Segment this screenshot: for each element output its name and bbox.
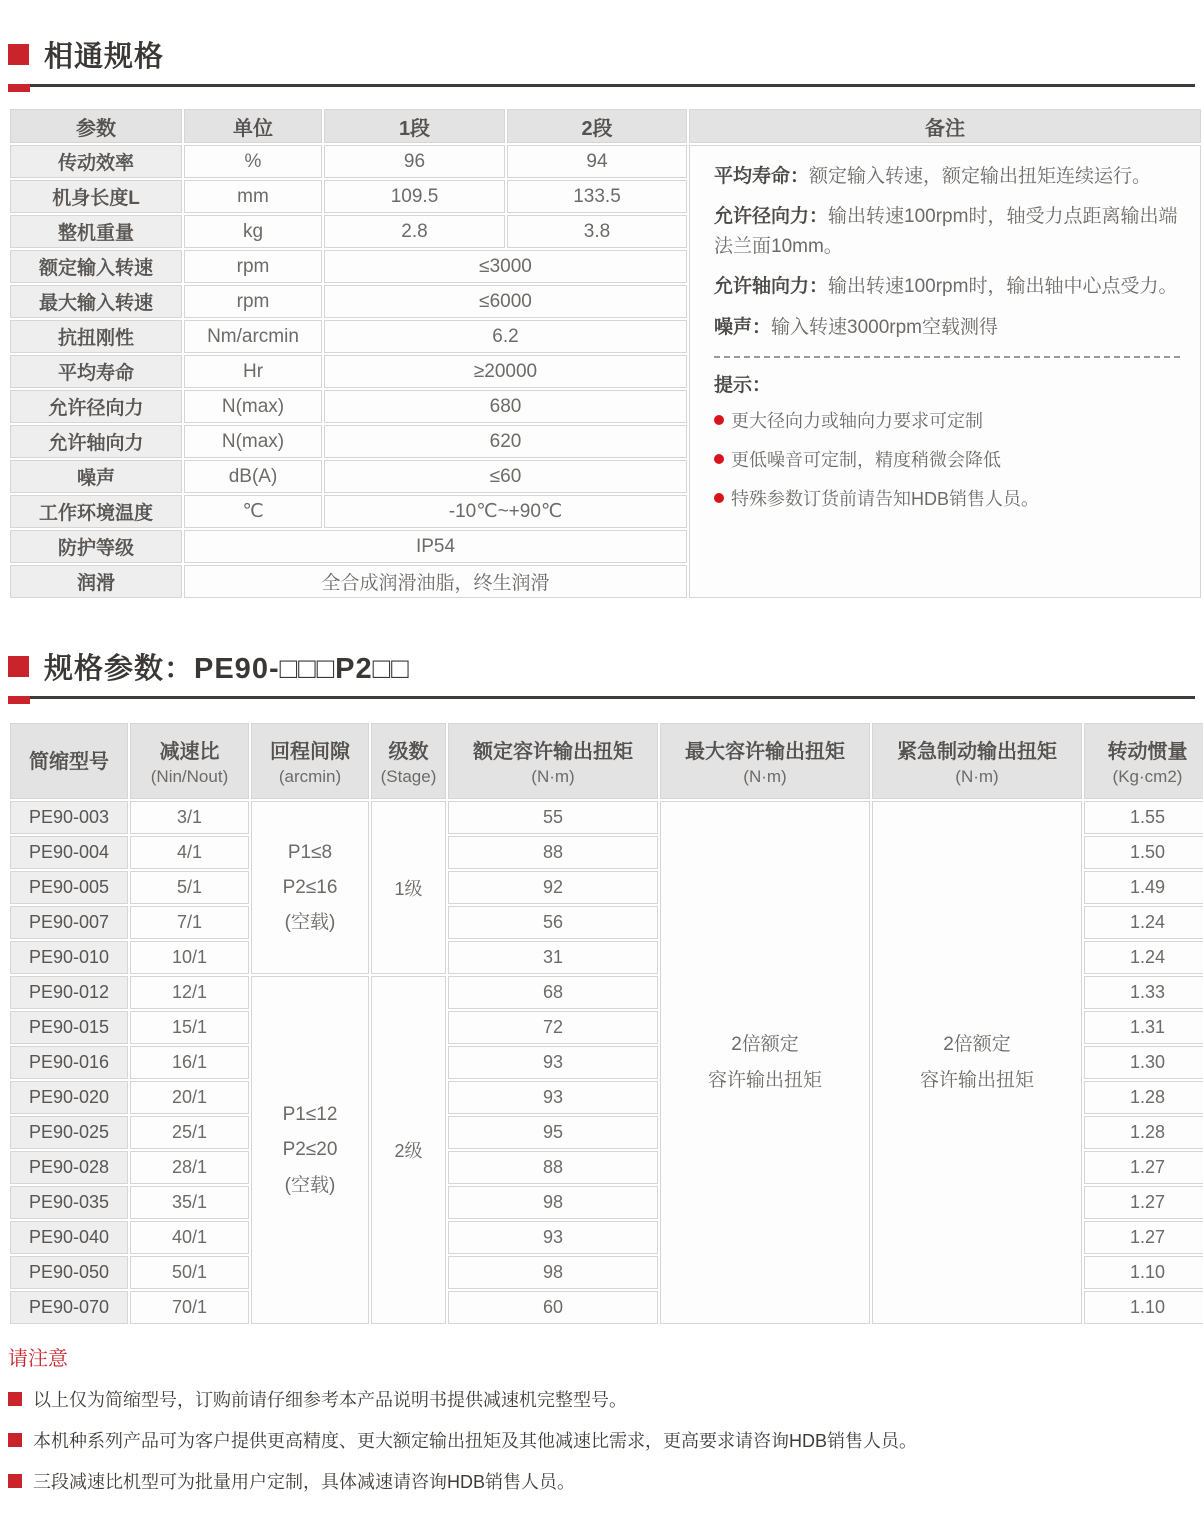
- col-header-inertia: 转动惯量 (Kg·cm2): [1084, 723, 1203, 799]
- param-cell: 防护等级: [10, 530, 182, 563]
- ratio-cell: 5/1: [130, 871, 249, 904]
- torque-cell: 98: [448, 1256, 658, 1289]
- param-cell: 整机重量: [10, 215, 182, 248]
- model-cell: PE90-005: [10, 871, 128, 904]
- brake-torque-cell: 2倍额定 容许输出扭矩: [872, 801, 1082, 1324]
- footer-notes: [8, 1342, 1195, 1494]
- inertia-cell: 1.31: [1084, 1011, 1203, 1044]
- value-cell-stage1: 109.5: [324, 180, 505, 213]
- stage-cell-group2: 2级: [371, 976, 446, 1324]
- value-cell-stage2: 3.8: [507, 215, 687, 248]
- inertia-cell: 1.24: [1084, 906, 1203, 939]
- value-cell: ≤6000: [324, 285, 687, 318]
- remark-note: 允许轴向力：输出转速100rpm时，输出轴中心点受力。: [714, 276, 1178, 298]
- param-cell: 允许轴向力: [10, 425, 182, 458]
- ratio-cell: 20/1: [130, 1081, 249, 1114]
- inertia-cell: 1.10: [1084, 1291, 1203, 1324]
- param-cell: 传动效率: [10, 145, 182, 178]
- footer-note: [8, 1427, 1195, 1453]
- common-spec-table: [8, 107, 1203, 600]
- ratio-cell: 40/1: [130, 1221, 249, 1254]
- param-cell: 平均寿命: [10, 355, 182, 388]
- model-spec-table: [8, 721, 1203, 1326]
- value-cell: 620: [324, 425, 687, 458]
- col-header-rated-torque: 额定容许输出扭矩 (N·m): [448, 723, 658, 799]
- model-cell: PE90-070: [10, 1291, 128, 1324]
- value-cell: 全合成润滑油脂，终生润滑: [184, 565, 687, 598]
- torque-cell: 68: [448, 976, 658, 1009]
- inertia-cell: 1.27: [1084, 1186, 1203, 1219]
- torque-cell: 92: [448, 871, 658, 904]
- ratio-cell: 12/1: [130, 976, 249, 1009]
- ratio-cell: 3/1: [130, 801, 249, 834]
- model-cell: PE90-050: [10, 1256, 128, 1289]
- inertia-cell: 1.24: [1084, 941, 1203, 974]
- remark-note: 噪声：输入转速3000rpm空载测得: [714, 316, 999, 338]
- torque-cell: 88: [448, 836, 658, 869]
- param-cell: 润滑: [10, 565, 182, 598]
- inertia-cell: 1.10: [1084, 1256, 1203, 1289]
- model-cell: PE90-010: [10, 941, 128, 974]
- model-cell: PE90-015: [10, 1011, 128, 1044]
- tip-item: [714, 446, 1180, 472]
- ratio-cell: 7/1: [130, 906, 249, 939]
- unit-cell: dB(A): [184, 460, 322, 493]
- backlash-cell-group1: P1≤8 P2≤16 (空载): [251, 801, 369, 974]
- tip-text: 特殊参数订货前请告知HDB销售人员。: [731, 489, 1040, 510]
- model-cell: PE90-035: [10, 1186, 128, 1219]
- torque-cell: 93: [448, 1046, 658, 1079]
- model-cell: PE90-007: [10, 906, 128, 939]
- param-cell: 抗扭刚性: [10, 320, 182, 353]
- model-cell: PE90-020: [10, 1081, 128, 1114]
- ratio-cell: 35/1: [130, 1186, 249, 1219]
- remark-cell: [689, 145, 1201, 598]
- inertia-cell: 1.30: [1084, 1046, 1203, 1079]
- unit-cell: rpm: [184, 250, 322, 283]
- col-header-max-torque: 最大容许输出扭矩 (N·m): [660, 723, 870, 799]
- value-cell: IP54: [184, 530, 687, 563]
- torque-cell: 88: [448, 1151, 658, 1184]
- value-cell: -10℃~+90℃: [324, 495, 687, 528]
- unit-cell: N(max): [184, 390, 322, 423]
- tip-item: [714, 485, 1180, 511]
- model-cell: PE90-016: [10, 1046, 128, 1079]
- ratio-cell: 28/1: [130, 1151, 249, 1184]
- unit-cell: Hr: [184, 355, 322, 388]
- inertia-cell: 1.28: [1084, 1116, 1203, 1149]
- torque-cell: 93: [448, 1081, 658, 1114]
- tip-text: 更大径向力或轴向力要求可定制: [731, 411, 983, 432]
- unit-cell: mm: [184, 180, 322, 213]
- unit-cell: %: [184, 145, 322, 178]
- value-cell: 680: [324, 390, 687, 423]
- bullet-dot-icon: [714, 454, 724, 464]
- inertia-cell: 1.33: [1084, 976, 1203, 1009]
- dashed-divider: [714, 356, 1180, 358]
- inertia-cell: 1.28: [1084, 1081, 1203, 1114]
- footer-note-text: 本机种系列产品可为客户提供更高精度、更大额定输出扭矩及其他减速比需求，更高要求请咨询HDB销售人员。: [33, 1431, 917, 1451]
- param-cell: 额定输入转速: [10, 250, 182, 283]
- param-cell: 允许径向力: [10, 390, 182, 423]
- unit-cell: Nm/arcmin: [184, 320, 322, 353]
- section-title: 规格参数：PE90-□□□P2□□: [44, 653, 410, 685]
- unit-cell: ℃: [184, 495, 322, 528]
- param-cell: 最大输入转速: [10, 285, 182, 318]
- footer-note: [8, 1386, 1195, 1412]
- col-header-unit: 单位: [184, 109, 322, 143]
- ratio-cell: 16/1: [130, 1046, 249, 1079]
- ratio-cell: 70/1: [130, 1291, 249, 1324]
- red-square-icon: [8, 656, 29, 677]
- title-underline-red-accent: [8, 696, 30, 704]
- unit-cell: kg: [184, 215, 322, 248]
- bullet-dot-icon: [714, 493, 724, 503]
- value-cell-stage2: 133.5: [507, 180, 687, 213]
- red-square-icon: [8, 1474, 22, 1488]
- notice-title: 请注意: [8, 1348, 68, 1370]
- value-cell: ≤3000: [324, 250, 687, 283]
- footer-note-text: 以上仅为简缩型号，订购前请仔细参考本产品说明书提供减速机完整型号。: [33, 1390, 627, 1410]
- ratio-cell: 50/1: [130, 1256, 249, 1289]
- value-cell: 6.2: [324, 320, 687, 353]
- param-cell: 机身长度L: [10, 180, 182, 213]
- remark-note: 平均寿命：额定输入转速，额定输出扭矩连续运行。: [714, 166, 1152, 187]
- section-header-common-specs: [8, 34, 1195, 87]
- col-header-model: 简缩型号: [10, 723, 128, 799]
- remark-note: 允许径向力：输出转速100rpm时，轴受力点距离输出端法兰面10mm。: [714, 206, 1178, 257]
- spec-row: [10, 145, 1201, 178]
- inertia-cell: 1.27: [1084, 1221, 1203, 1254]
- value-cell: ≤60: [324, 460, 687, 493]
- model-cell: PE90-004: [10, 836, 128, 869]
- tip-item: [714, 407, 1180, 433]
- torque-cell: 95: [448, 1116, 658, 1149]
- torque-cell: 56: [448, 906, 658, 939]
- red-square-icon: [8, 1392, 22, 1406]
- model-cell: PE90-040: [10, 1221, 128, 1254]
- unit-cell: N(max): [184, 425, 322, 458]
- col-header-stage1: 1段: [324, 109, 505, 143]
- torque-cell: 98: [448, 1186, 658, 1219]
- model-cell: PE90-028: [10, 1151, 128, 1184]
- value-cell-stage1: 96: [324, 145, 505, 178]
- torque-cell: 93: [448, 1221, 658, 1254]
- bullet-dot-icon: [714, 415, 724, 425]
- param-cell: 工作环境温度: [10, 495, 182, 528]
- ratio-cell: 10/1: [130, 941, 249, 974]
- ratio-cell: 15/1: [130, 1011, 249, 1044]
- col-header-brake-torque: 紧急制动输出扭矩 (N·m): [872, 723, 1082, 799]
- col-header-stage2: 2段: [507, 109, 687, 143]
- tip-text: 更低噪音可定制，精度稍微会降低: [731, 450, 1001, 471]
- red-square-icon: [8, 1433, 22, 1447]
- inertia-cell: 1.50: [1084, 836, 1203, 869]
- col-header-stage: 级数 (Stage): [371, 723, 446, 799]
- max-torque-cell: 2倍额定 容许输出扭矩: [660, 801, 870, 1324]
- col-header-remark: 备注: [689, 109, 1201, 143]
- red-square-icon: [8, 44, 29, 65]
- section-title: 相通规格: [44, 41, 165, 73]
- title-underline-red-accent: [8, 84, 30, 92]
- model-cell: PE90-003: [10, 801, 128, 834]
- col-header-param: 参数: [10, 109, 182, 143]
- torque-cell: 31: [448, 941, 658, 974]
- value-cell-stage1: 2.8: [324, 215, 505, 248]
- section-header-spec-params: [8, 646, 1195, 699]
- stage-cell-group1: 1级: [371, 801, 446, 974]
- torque-cell: 72: [448, 1011, 658, 1044]
- model-cell: PE90-025: [10, 1116, 128, 1149]
- tips-title: 提示：: [714, 375, 772, 397]
- ratio-cell: 4/1: [130, 836, 249, 869]
- value-cell-stage2: 94: [507, 145, 687, 178]
- torque-cell: 60: [448, 1291, 658, 1324]
- param-cell: 噪声: [10, 460, 182, 493]
- spec-header-row: [10, 109, 1201, 143]
- backlash-cell-group2: P1≤12 P2≤20 (空载): [251, 976, 369, 1324]
- col-header-backlash: 回程间隙 (arcmin): [251, 723, 369, 799]
- value-cell: ≥20000: [324, 355, 687, 388]
- ratio-cell: 25/1: [130, 1116, 249, 1149]
- footer-note-text: 三段减速比机型可为批量用户定制，具体减速请咨询HDB销售人员。: [33, 1472, 576, 1492]
- inertia-cell: 1.27: [1084, 1151, 1203, 1184]
- torque-cell: 55: [448, 801, 658, 834]
- footer-note: [8, 1468, 1195, 1494]
- model-header-row: [10, 723, 1203, 799]
- model-cell: PE90-012: [10, 976, 128, 1009]
- inertia-cell: 1.49: [1084, 871, 1203, 904]
- col-header-ratio: 减速比 (Nin/Nout): [130, 723, 249, 799]
- model-row: [10, 801, 1203, 834]
- unit-cell: rpm: [184, 285, 322, 318]
- inertia-cell: 1.55: [1084, 801, 1203, 834]
